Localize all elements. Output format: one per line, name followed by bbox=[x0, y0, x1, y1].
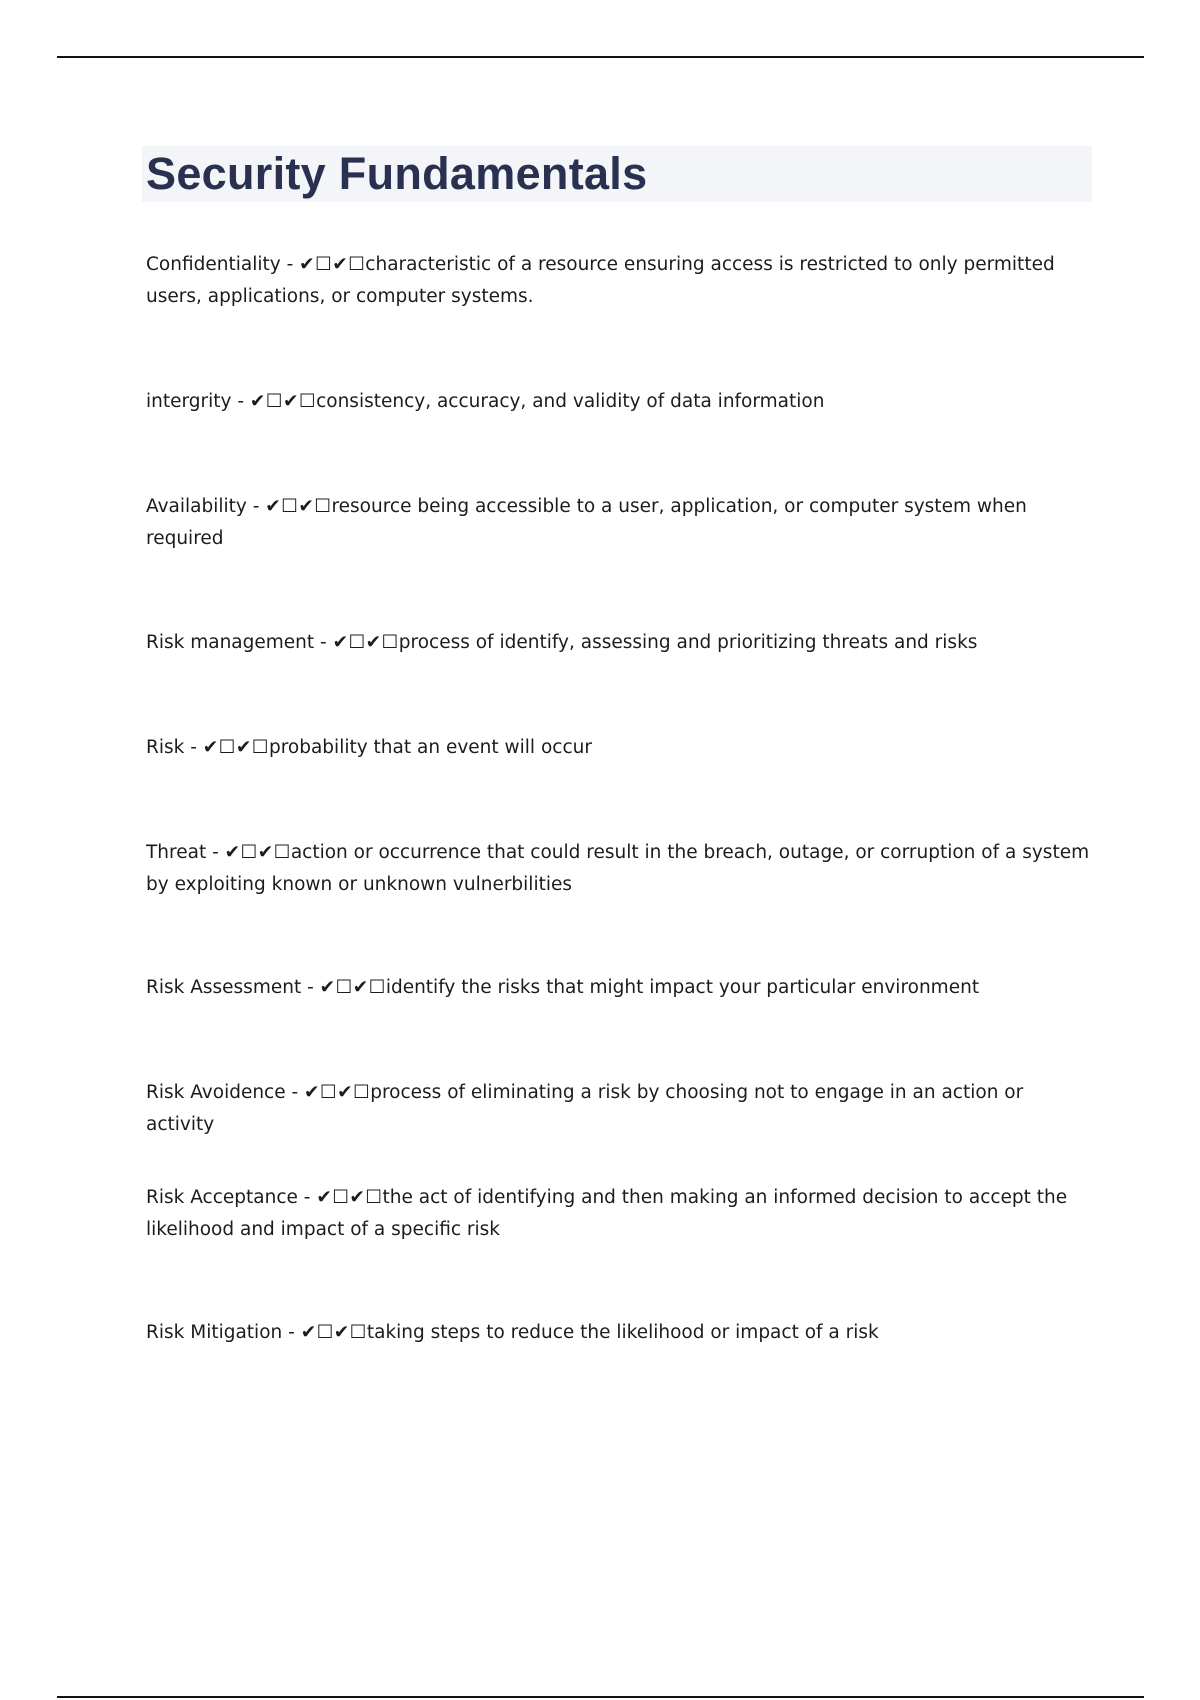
check-marks-icon: ✔☐✔☐ bbox=[300, 1322, 367, 1343]
flashcard-entry bbox=[146, 627, 1096, 659]
entry-separator: - bbox=[184, 737, 203, 758]
bottom-rule bbox=[57, 1696, 1144, 1698]
check-marks-icon: ✔☐✔☐ bbox=[265, 496, 332, 517]
entry-term: Availability bbox=[146, 496, 247, 517]
page-title: Security Fundamentals bbox=[146, 148, 648, 199]
entry-separator: - bbox=[206, 842, 225, 863]
check-marks-icon: ✔☐✔☐ bbox=[319, 977, 386, 998]
entry-term: Risk management bbox=[146, 632, 315, 653]
flashcard-entry bbox=[146, 491, 1096, 555]
check-marks-icon: ✔☐✔☐ bbox=[249, 391, 317, 412]
entry-definition: action or occurrence that could result in the breach, outage, or corruption of a system by exploiting known or unknown vulnerbilities bbox=[146, 842, 1090, 895]
entry-term: Risk Acceptance bbox=[146, 1187, 298, 1208]
flashcard-entry bbox=[146, 732, 1096, 764]
flashcard-entry bbox=[146, 1317, 1096, 1349]
entry-term: Risk Avoidence bbox=[146, 1082, 286, 1103]
entry-term: Confidentiality bbox=[146, 254, 281, 275]
flashcard-entry bbox=[146, 837, 1096, 901]
entry-separator: - bbox=[246, 496, 266, 517]
entry-definition: consistency, accuracy, and validity of data information bbox=[316, 391, 825, 412]
entry-separator: - bbox=[285, 1082, 305, 1103]
entry-definition: taking steps to reduce the likelihood or impact of a risk bbox=[366, 1322, 879, 1343]
check-marks-icon: ✔☐✔☐ bbox=[316, 1187, 383, 1208]
flashcard-entry bbox=[146, 1077, 1096, 1141]
check-marks-icon: ✔☐✔☐ bbox=[299, 254, 366, 275]
entry-definition: identify the risks that might impact your particular environment bbox=[385, 977, 980, 998]
entry-term: Risk bbox=[146, 737, 185, 758]
entry-definition: the act of identifying and then making an informed decision to accept the likelihood and impact of a specific risk bbox=[146, 1187, 1068, 1240]
entry-definition: characteristic of a resource ensuring access is restricted to only permitted users, applications, or computer systems. bbox=[146, 254, 1055, 307]
entry-separator: - bbox=[280, 254, 300, 275]
flashcard-entry bbox=[146, 1182, 1096, 1246]
flashcard-entry bbox=[146, 386, 1096, 418]
entry-separator: - bbox=[282, 1322, 301, 1343]
entry-definition: process of eliminating a risk by choosing not to engage in an action or activity bbox=[146, 1082, 1024, 1135]
entry-separator: - bbox=[301, 977, 320, 998]
entry-term: Risk Mitigation bbox=[146, 1322, 283, 1343]
entry-term: Risk Assessment bbox=[146, 977, 302, 998]
entry-term: Threat bbox=[146, 842, 207, 863]
top-rule bbox=[57, 56, 1144, 58]
flashcard-entry bbox=[146, 249, 1096, 313]
entry-separator: - bbox=[314, 632, 333, 653]
entry-definition: resource being accessible to a user, application, or computer system when required bbox=[146, 496, 1027, 549]
check-marks-icon: ✔☐✔☐ bbox=[224, 842, 291, 863]
flashcard-entry bbox=[146, 972, 1096, 1004]
check-marks-icon: ✔☐✔☐ bbox=[304, 1082, 371, 1103]
check-marks-icon: ✔☐✔☐ bbox=[202, 737, 269, 758]
entry-definition: probability that an event will occur bbox=[268, 737, 592, 758]
entry-separator: - bbox=[297, 1187, 317, 1208]
entry-term: intergrity bbox=[146, 391, 232, 412]
entry-definition: process of identify, assessing and prioritizing threats and risks bbox=[398, 632, 978, 653]
check-marks-icon: ✔☐✔☐ bbox=[332, 632, 399, 653]
entry-separator: - bbox=[231, 391, 250, 412]
